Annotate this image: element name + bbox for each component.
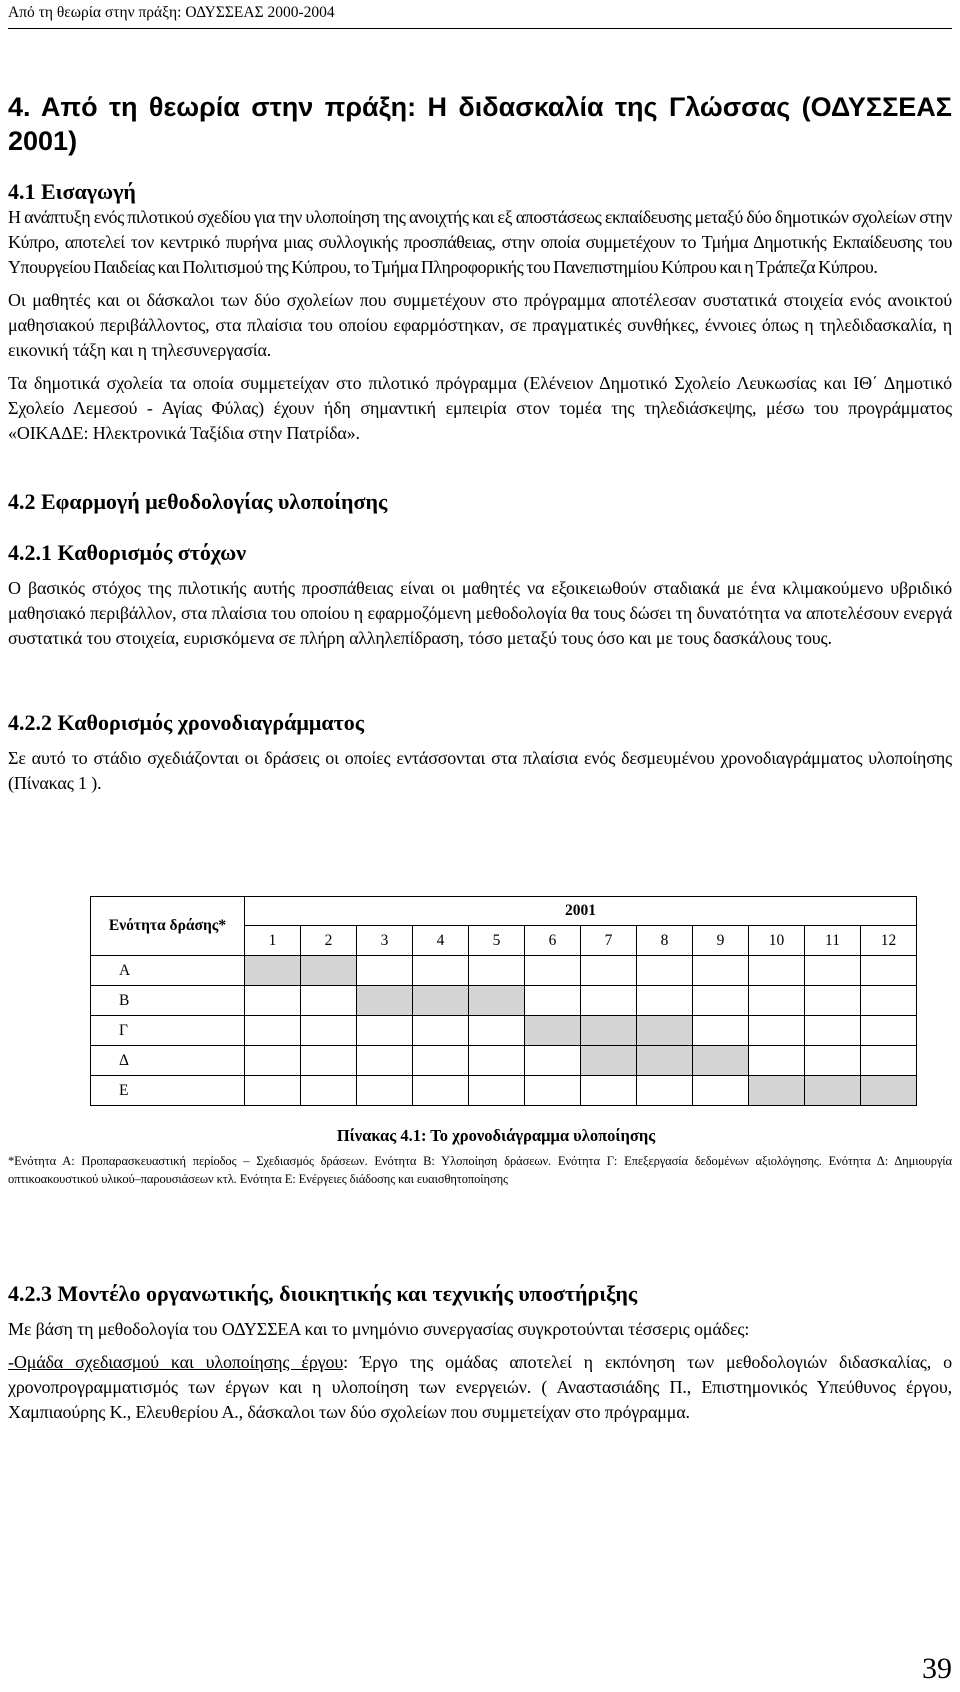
month-header-2: 2 bbox=[301, 926, 357, 956]
active-cell bbox=[245, 956, 301, 986]
empty-cell bbox=[749, 1046, 805, 1076]
empty-cell bbox=[413, 956, 469, 986]
section-4-2-1-paragraph: Ο βασικός στόχος της πιλοτικής αυτής προσπάθειας είναι οι μαθητές να εξοικειωθούν σταδιακά με ένα κλιμακούμενο υβριδικό μαθησιακό περιβάλλον, στα πλαίσια του οποίου η εφαρμοζόμενη μεθοδολογία θα τους δώσει τη δυνατότητα να αποτελέσουν ενεργά συστατικά του στοιχεία, ευρισκόμενα σε πλήρη αλληλεπίδραση, τόσο μεταξύ τους όσο και με τους δασκάλους τους. bbox=[8, 578, 952, 648]
month-header-12: 12 bbox=[861, 926, 917, 956]
empty-cell bbox=[301, 986, 357, 1016]
section-4-2-3-paragraph-1: Με βάση τη μεθοδολογία του ΟΔΥΣΣΕΑ και το μνημόνιο συνεργασίας συγκροτούνται τέσσερις ομάδες: bbox=[8, 1319, 750, 1339]
active-cell bbox=[413, 986, 469, 1016]
month-header-9: 9 bbox=[693, 926, 749, 956]
empty-cell bbox=[525, 1076, 581, 1106]
active-cell bbox=[525, 1016, 581, 1046]
section-4-1-paragraph-1: Η ανάπτυξη ενός πιλοτικού σχεδίου για την υλοποίηση της ανοιχτής και εξ αποστάσεως εκπαίδευσης μεταξύ δύο δημοτικών σχολείων στην Κύπρο, αποτελεί τον κεντρικό πυρήνα μιας συλλογικής προσπάθειας, στην οποία συμμετέχουν το Τμήμα Δημοτικής Εκπαίδευσης του Υπουργείου Παιδείας και Πολιτισμού της Κύπρου, το Τμήμα Πληροφορικής του Πανεπιστημίου Κύπρου και η Τράπεζα Κύπρου. bbox=[8, 207, 952, 277]
active-cell bbox=[469, 986, 525, 1016]
empty-cell bbox=[805, 1046, 861, 1076]
section-4-2-heading: 4.2 Εφαρμογή μεθοδολογίας υλοποίησης bbox=[8, 489, 388, 514]
empty-cell bbox=[413, 1076, 469, 1106]
empty-cell bbox=[581, 986, 637, 1016]
table-header-row bbox=[91, 897, 917, 926]
section-4-1-paragraph-2: Οι μαθητές και οι δάσκαλοι των δύο σχολείων που συμμετέχουν στο πρόγραμμα αποτέλεσαν συστατικά στοιχεία ενός ανοικτού μαθησιακού περιβάλλοντος, στα πλαίσια του οποίου εφαρμόστηκαν, σε πραγματικές συνθήκες, έννοιες όπως η τηλεδιδασκαλία, η εικονική τάξη και η τηλεσυνεργασία. bbox=[8, 290, 952, 360]
empty-cell bbox=[413, 1016, 469, 1046]
empty-cell bbox=[469, 1016, 525, 1046]
table-row bbox=[91, 956, 917, 986]
empty-cell bbox=[301, 1076, 357, 1106]
row-header-label: Ενότητα δράσης* bbox=[91, 897, 245, 956]
month-header-5: 5 bbox=[469, 926, 525, 956]
month-header-3: 3 bbox=[357, 926, 413, 956]
table-row bbox=[91, 1076, 917, 1106]
month-header-11: 11 bbox=[805, 926, 861, 956]
section-4-2-3-heading: 4.2.3 Μοντέλο οργανωτικής, διοικητικής και τεχνικής υποστήριξης bbox=[8, 1281, 638, 1306]
empty-cell bbox=[693, 956, 749, 986]
active-cell bbox=[357, 986, 413, 1016]
row-label: Α bbox=[91, 956, 245, 986]
empty-cell bbox=[357, 956, 413, 986]
row-label: Ε bbox=[91, 1076, 245, 1106]
empty-cell bbox=[637, 1076, 693, 1106]
schedule-table bbox=[90, 896, 917, 1106]
empty-cell bbox=[693, 1016, 749, 1046]
empty-cell bbox=[357, 1076, 413, 1106]
active-cell bbox=[693, 1046, 749, 1076]
empty-cell bbox=[861, 1016, 917, 1046]
table-row bbox=[91, 1046, 917, 1076]
empty-cell bbox=[357, 1016, 413, 1046]
empty-cell bbox=[861, 956, 917, 986]
active-cell bbox=[749, 1076, 805, 1106]
empty-cell bbox=[637, 956, 693, 986]
section-4-2-2-heading: 4.2.2 Καθορισμός χρονοδιαγράμματος bbox=[8, 710, 365, 735]
section-4-2-3-paragraph-2 bbox=[8, 1350, 952, 1425]
active-cell bbox=[581, 1016, 637, 1046]
active-cell bbox=[805, 1076, 861, 1106]
header-rule bbox=[8, 28, 952, 29]
empty-cell bbox=[469, 956, 525, 986]
empty-cell bbox=[749, 986, 805, 1016]
running-head: Από τη θεωρία στην πράξη: ΟΔΥΣΣΕΑΣ 2000-2004 bbox=[8, 4, 335, 21]
month-header-6: 6 bbox=[525, 926, 581, 956]
section-4-2-2-paragraph: Σε αυτό το στάδιο σχεδιάζονται οι δράσεις οι οποίες εντάσσονται στα πλαίσια ενός δεσμευμένου χρονοδιαγράμματος υλοποίησης (Πίνακας 1 ). bbox=[8, 748, 952, 793]
empty-cell bbox=[581, 956, 637, 986]
table-footnote: *Ενότητα Α: Προπαρασκευαστική περίοδος – Σχεδιασμός δράσεων. Ενότητα Β: Υλοποίηση δράσεων. Ενότητα Γ: Επεξεργασία δεδομένων αξιολόγησης. Ενότητα Δ: Δημιουργία οπτικοακουστικού υλικού–παρουσιάσεων κτλ. Ενότητα Ε: Ενέργειες διάδοσης και ευαισθητοποίησης bbox=[8, 1154, 952, 1186]
empty-cell bbox=[861, 1046, 917, 1076]
page-content bbox=[8, 90, 952, 1425]
empty-cell bbox=[301, 1046, 357, 1076]
row-label: Β bbox=[91, 986, 245, 1016]
empty-cell bbox=[581, 1076, 637, 1106]
empty-cell bbox=[469, 1076, 525, 1106]
chapter-title: 4. Από τη θεωρία στην πράξη: Η διδασκαλία της Γλώσσας (ΟΔΥΣΣΕΑΣ 2001) bbox=[8, 92, 952, 156]
row-label: Δ bbox=[91, 1046, 245, 1076]
empty-cell bbox=[693, 986, 749, 1016]
team-description: : Έργο της ομάδας αποτελεί η εκπόνηση των μεθοδολογιών διδασκαλίας, ο χρονοπρογραμματισμός των έργων και η υλοποίηση των ενεργειών. ( Αναστασιάδης Π., Επιστημονικός Υπεύθυνος έργου, Χαμπιαούρης Κ., Ελευθερίου Α., δάσκαλοι των δύο σχολείων που συμμετείχαν στο πρόγραμμα. bbox=[8, 1352, 952, 1422]
empty-cell bbox=[245, 1076, 301, 1106]
table-row bbox=[91, 1016, 917, 1046]
empty-cell bbox=[805, 956, 861, 986]
empty-cell bbox=[301, 1016, 357, 1046]
empty-cell bbox=[245, 986, 301, 1016]
empty-cell bbox=[861, 986, 917, 1016]
active-cell bbox=[637, 1016, 693, 1046]
empty-cell bbox=[805, 986, 861, 1016]
month-header-1: 1 bbox=[245, 926, 301, 956]
row-label: Γ bbox=[91, 1016, 245, 1046]
empty-cell bbox=[525, 1046, 581, 1076]
year-header: 2001 bbox=[245, 897, 917, 926]
active-cell bbox=[581, 1046, 637, 1076]
active-cell bbox=[637, 1046, 693, 1076]
empty-cell bbox=[693, 1076, 749, 1106]
empty-cell bbox=[749, 956, 805, 986]
month-header-8: 8 bbox=[637, 926, 693, 956]
empty-cell bbox=[469, 1046, 525, 1076]
empty-cell bbox=[413, 1046, 469, 1076]
month-header-4: 4 bbox=[413, 926, 469, 956]
empty-cell bbox=[637, 986, 693, 1016]
empty-cell bbox=[525, 956, 581, 986]
month-header-10: 10 bbox=[749, 926, 805, 956]
empty-cell bbox=[245, 1046, 301, 1076]
empty-cell bbox=[805, 1016, 861, 1046]
section-4-1-paragraph-3: Τα δημοτικά σχολεία τα οποία συμμετείχαν στο πιλοτικό πρόγραμμα (Ελένειον Δημοτικό Σχολείο Λευκωσίας και ΙΘ΄ Δημοτικό Σχολείο Λεμεσού - Αγίας Φύλας) έχουν ήδη σημαντική εμπειρία στον τομέα της τηλεδιάσκεψης, μέσω του προγράμματος «ΟΙΚΑΔΕ: Ηλεκτρονικά Ταξίδια στην Πατρίδα». bbox=[8, 373, 952, 443]
section-4-1-heading: 4.1 Εισαγωγή bbox=[8, 179, 136, 204]
schedule-table-wrap bbox=[90, 896, 952, 1106]
team-label: -Ομάδα σχεδιασμού και υλοποίησης έργου bbox=[8, 1352, 344, 1372]
section-4-2-1-heading: 4.2.1 Καθορισμός στόχων bbox=[8, 540, 247, 565]
active-cell bbox=[301, 956, 357, 986]
month-header-7: 7 bbox=[581, 926, 637, 956]
page-number: 39 bbox=[922, 1652, 952, 1685]
table-row bbox=[91, 986, 917, 1016]
empty-cell bbox=[749, 1016, 805, 1046]
empty-cell bbox=[525, 986, 581, 1016]
empty-cell bbox=[245, 1016, 301, 1046]
active-cell bbox=[861, 1076, 917, 1106]
table-caption: Πίνακας 4.1: Το χρονοδιάγραμμα υλοποίησης bbox=[336, 1126, 656, 1145]
empty-cell bbox=[357, 1046, 413, 1076]
